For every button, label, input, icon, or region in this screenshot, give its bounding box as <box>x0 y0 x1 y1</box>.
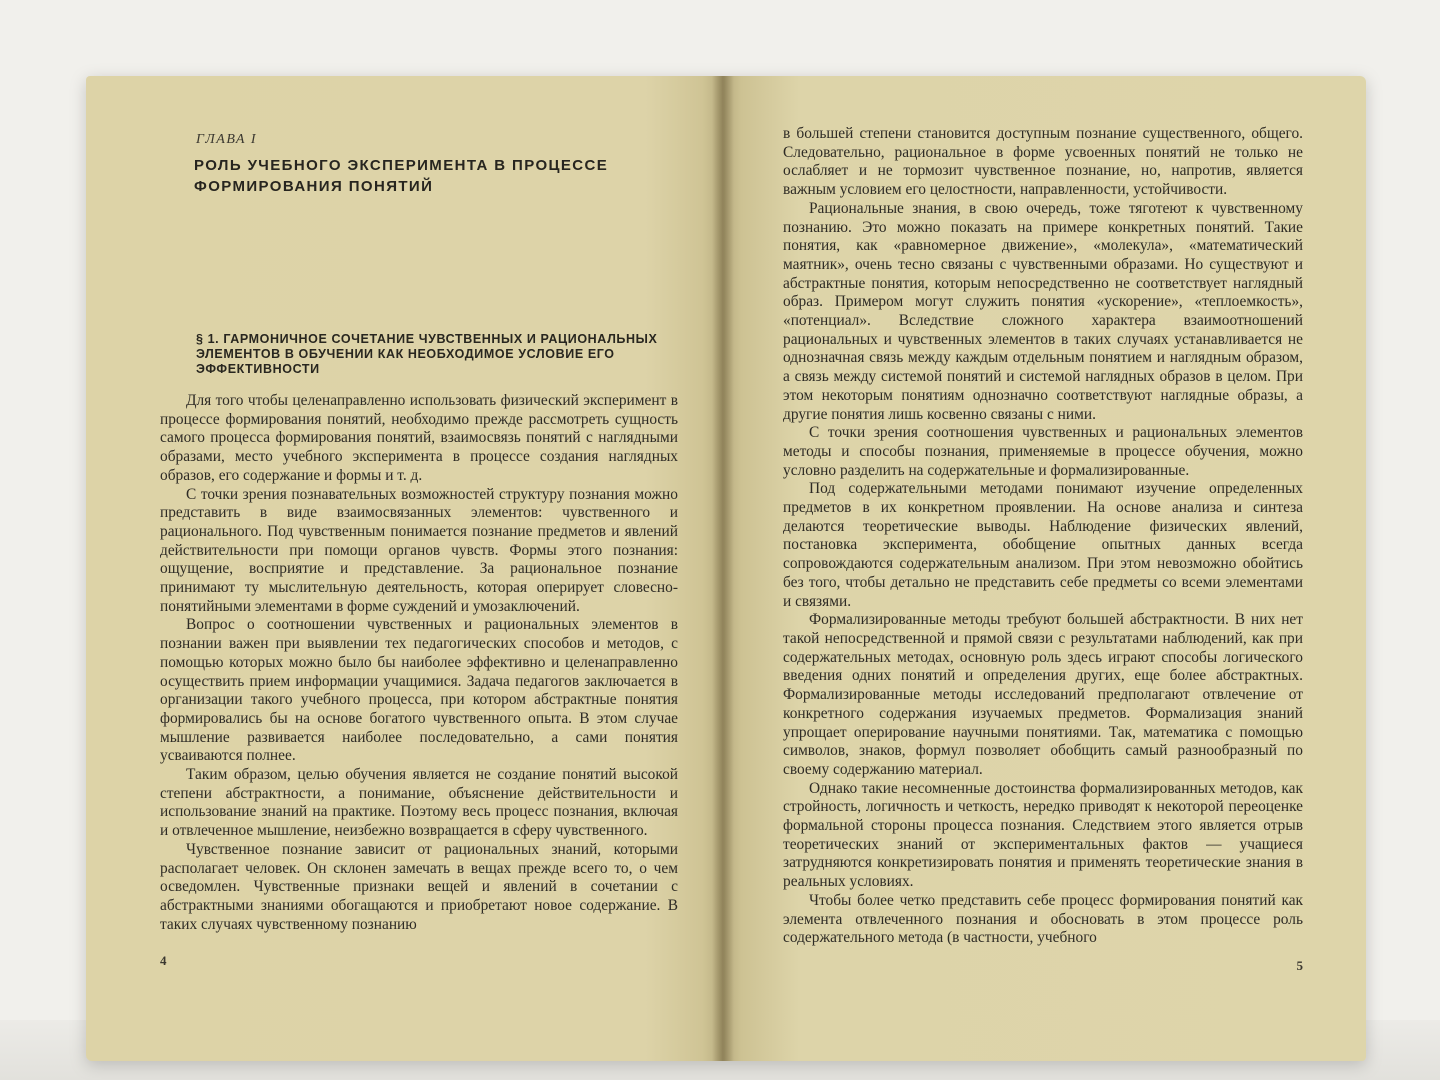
paragraph: Вопрос о соотношении чувственных и рациональных элементов в познании важен при выявлении тех педагогических способов и методов, с помощью которых можно было бы наиболее эффективно и целенаправленно осуществить прием информации учащимися. Задача педагогов заключается в организации такого учебного процесса, при котором абстрактные понятия формировались бы на основе богатого чувственного опыта. В этом случае мышление развивается наиболее последовательно, а сами понятия усваиваются полнее. <box>160 616 678 765</box>
page-number: 5 <box>1296 958 1303 973</box>
paragraph: С точки зрения соотношения чувственных и рациональных элементов методы и способы познания, применяемые в процессе обучения, можно условно разделить на содержательные и формализированные. <box>783 424 1303 479</box>
paragraph: Таким образом, целью обучения является не создание понятий высокой степени абстрактности, а понимание, объяснение действительности и использование знаний на практике. Поэтому весь процесс познания, включая и отвлеченное мышление, неизбежно возвращается в сферу чувственного. <box>160 766 678 840</box>
right-text-column <box>783 125 1303 948</box>
chapter-title: РОЛЬ УЧЕБНОГО ЭКСПЕРИМЕНТА В ПРОЦЕССЕ ФОРМИРОВАНИЯ ПОНЯТИЙ <box>194 157 609 195</box>
page-number: 4 <box>160 953 167 968</box>
paragraph: Чтобы более четко представить себе процесс формирования понятий как элемента отвлеченного познания и обосновать в этом процессе роль содержательного метода (в частности, учебного <box>783 891 1303 947</box>
paragraph: в большей степени становится доступным познание существенного, общего. Следовательно, рациональное в форме усвоенных понятий не только не ослабляет и не тормозит чувственное познание, но, напротив, является важным условием его целостности, направленности, устойчивости. <box>783 125 1303 199</box>
chapter-label: ГЛАВА I <box>196 132 258 147</box>
paragraph: Чувственное познание зависит от рациональных знаний, которыми располагает человек. Он склонен замечать в вещах прежде всего то, о чем осведомлен. Чувственные признаки вещей и явлений в сочетании с абстрактными знаниями обогащаются и приобретают новое содержание. В таких случаях чувственному познанию <box>160 840 678 933</box>
paragraph: Рациональные знания, в свою очередь, тоже тяготеют к чувственному познанию. Это можно показать на примере конкретных понятий. Такие понятия, как «равномерное движение», «молекула», «математический маятник», очень тесно связаны с чувственными образами. Но существуют и абстрактные понятия, которым непосредственно не соответствует наглядный образ. Примером могут служить понятия «ускорение», «теплоемкость», «потенциал». Вследствие сложного характера взаимоотношений рациональных и чувственных элементов в таких случаях устанавливается не однозначная связь между каждым отдельным понятием и наглядным образом, а связь между системой понятий и системой наглядных образов в целом. При этом некоторым понятиям однозначно соответствуют наглядные образы, а другие понятия лишь косвенно связаны с ними. <box>783 199 1303 423</box>
paragraph: С точки зрения познавательных возможностей структуру познания можно представить в виде взаимосвязанных элементов: чувственного и рационального. Под чувственным понимается познание предметов и явлений действительности при помощи органов чувств. Формы этого познания: ощущение, восприятие и представление. За рациональное познание принимают ту мыслительную деятельность, которая оперирует словесно-понятийными элементами в форме суждений и умозаключений. <box>160 485 678 615</box>
open-book <box>86 76 1366 1061</box>
right-page <box>722 76 1366 1061</box>
left-page <box>86 76 722 1061</box>
paragraph: Под содержательными методами понимают изучение определенных предметов в их конкретном проявлении. На основе анализа и синтеза делаются теоретические выводы. Наблюдение физических явлений, постановка эксперимента, обобщение опытных данных всегда сопровождаются содержательным анализом. При этом невозможно обойтись без того, чтобы детально не представить себе предметы со всеми элементами и связями. <box>783 480 1303 610</box>
left-text-column <box>160 392 678 934</box>
section-title: § 1. ГАРМОНИЧНОЕ СОЧЕТАНИЕ ЧУВСТВЕННЫХ И РАЦИОНАЛЬНЫХ ЭЛЕМЕНТОВ В ОБУЧЕНИИ КАК НЕОБХОДИМОЕ УСЛОВИЕ ЕГО ЭФФЕКТИВНОСТИ <box>196 332 658 376</box>
book-spine-gutter <box>712 76 734 1061</box>
paragraph: Для того чтобы целенаправленно использовать физический эксперимент в процессе формирования понятий, необходимо прежде рассмотреть сущность самого процесса формирования понятий, взаимосвязь понятий с наглядными образами, место учебного эксперимента в процессе создания наглядных образов, его содержание и формы и т. д. <box>160 392 678 484</box>
paragraph: Формализированные методы требуют большей абстрактности. В них нет такой непосредственной и прямой связи с результатами наблюдений, как при содержательных методах, основную роль здесь играют способы логического введения одних понятий и определения других, еще более абстрактных. Формализированные методы исследований предполагают отвлечение от конкретного содержания изучаемых предметов. Формализация знаний упрощает оперирование научными понятиями. Так, математика с помощью символов, знаков, формул позволяет обобщить самый разнообразный по своему содержанию материал. <box>783 611 1303 778</box>
paragraph: Однако такие несомненные достоинства формализированных методов, как стройность, логичность и четкость, нередко приводят к некоторой переоценке формальной стороны процесса познания. Следствием этого является отрыв теоретических знаний от экспериментальных фактов — учащиеся затрудняются конкретизировать понятия и применять теоретические знания в реальных условиях. <box>783 779 1303 891</box>
